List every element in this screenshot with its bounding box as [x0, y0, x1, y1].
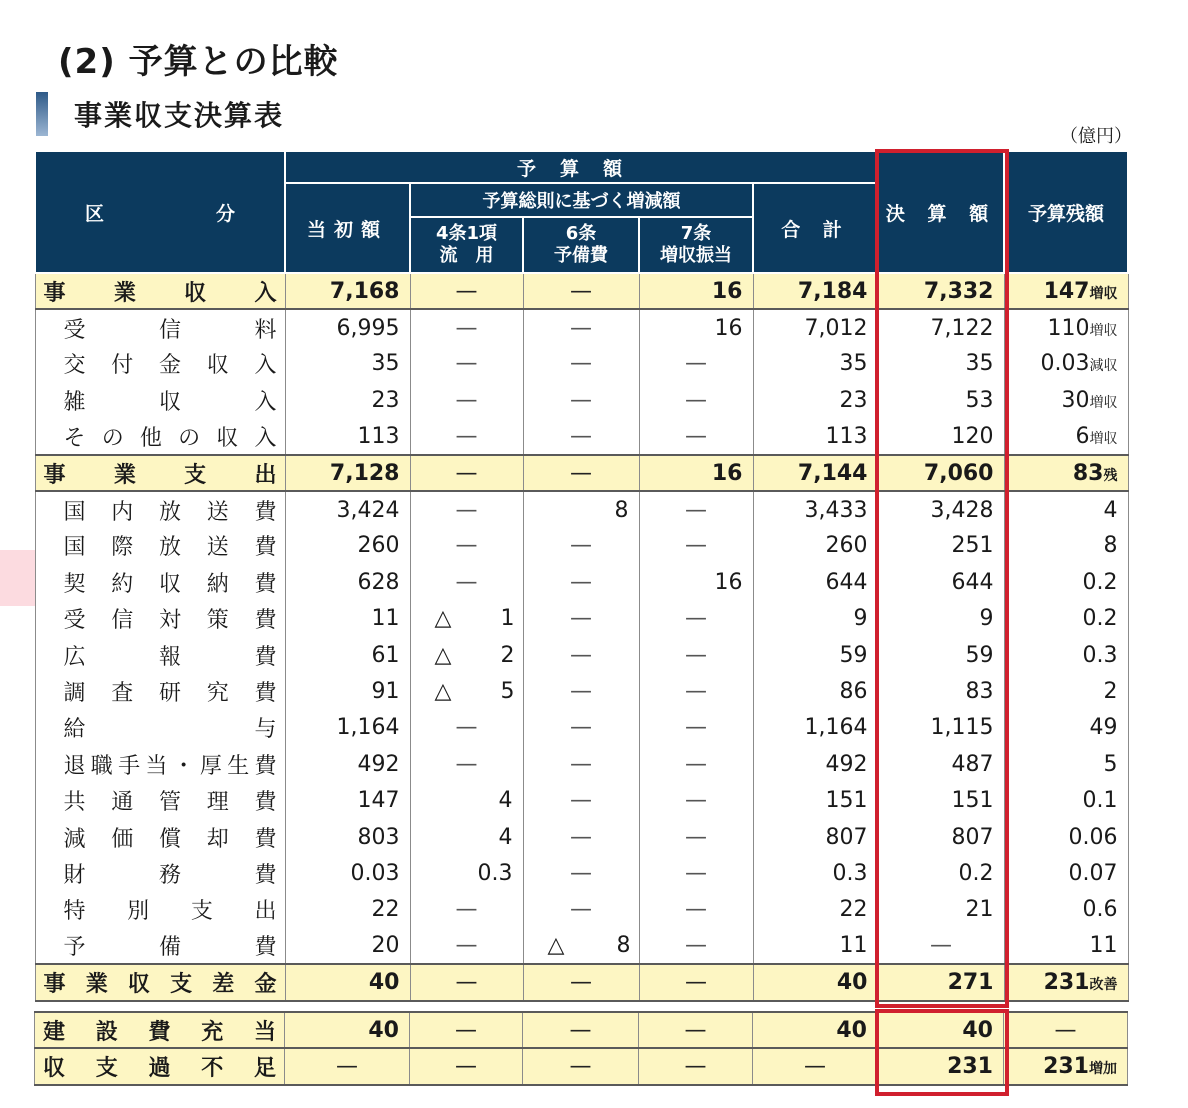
table-body	[35, 273, 1128, 1001]
article6-cell: —	[523, 601, 639, 637]
settlement-cell: 807	[878, 819, 1004, 855]
row-label: 雑収入	[35, 382, 285, 418]
subsection-bar	[36, 92, 48, 136]
row-label: 国際放送費	[35, 528, 285, 564]
settlement-cell: 7,122	[878, 309, 1004, 345]
article4-cell: —	[410, 892, 523, 928]
row-label: 国内放送費	[35, 491, 285, 527]
total-cell: 59	[753, 637, 878, 673]
article6-cell: —	[523, 855, 639, 891]
article4-cell: —	[410, 273, 523, 309]
remaining-cell: 0.6	[1004, 892, 1128, 928]
article4-cell: —	[410, 710, 523, 746]
settlement-cell: 21	[878, 892, 1004, 928]
settlement-cell: 251	[878, 528, 1004, 564]
settlement-cell: 35	[878, 346, 1004, 382]
article7-cell: 16	[639, 273, 753, 309]
remaining-cell: 231改善	[1004, 964, 1128, 1000]
total-cell: 7,144	[753, 455, 878, 491]
table-row	[35, 673, 1128, 709]
settlement-cell: 53	[878, 382, 1004, 418]
summary-table	[34, 1011, 1128, 1086]
initial-cell: 20	[285, 928, 410, 964]
remaining-cell: —	[1004, 1012, 1128, 1048]
article7-cell: —	[639, 382, 753, 418]
total-cell: 492	[753, 746, 878, 782]
total-cell: 644	[753, 564, 878, 600]
article6-cell: —	[523, 1012, 639, 1048]
header-total: 合 計	[753, 183, 878, 273]
initial-cell: 803	[285, 819, 410, 855]
remaining-cell: 0.07	[1004, 855, 1128, 891]
article4-cell: 4	[410, 819, 523, 855]
article7-cell: —	[639, 491, 753, 527]
table-row	[35, 346, 1128, 382]
section-title: (2) 予算との比較	[58, 42, 339, 82]
row-label: 広報費	[35, 637, 285, 673]
article4-cell: △ 1	[410, 601, 523, 637]
settlement-cell: 40	[878, 1012, 1004, 1048]
table-row	[35, 564, 1128, 600]
remaining-cell: 6増収	[1004, 419, 1128, 455]
triangle-negative-mark: △	[547, 933, 565, 959]
article6-cell: —	[523, 673, 639, 709]
article4-cell: —	[410, 746, 523, 782]
article4-cell: —	[410, 346, 523, 382]
remaining-cell: 0.1	[1004, 782, 1128, 818]
settlement-cell: 1,115	[878, 710, 1004, 746]
article7-cell: —	[639, 601, 753, 637]
remaining-cell: 0.2	[1004, 601, 1128, 637]
total-cell: 9	[753, 601, 878, 637]
initial-cell: —	[285, 1048, 410, 1084]
total-cell: 807	[753, 819, 878, 855]
total-cell: 7,012	[753, 309, 878, 345]
total-cell: 7,184	[753, 273, 878, 309]
row-label: 退職手当・厚生費	[35, 746, 285, 782]
initial-cell: 492	[285, 746, 410, 782]
settlement-cell: 7,060	[878, 455, 1004, 491]
remaining-cell: 0.03減収	[1004, 346, 1128, 382]
remaining-cell: 83残	[1004, 455, 1128, 491]
table-row	[35, 491, 1128, 527]
header-article6: 6条 予備費	[523, 217, 639, 273]
remaining-cell: 110増収	[1004, 309, 1128, 345]
remaining-cell: 231増加	[1004, 1048, 1128, 1084]
row-label: 収支過不足	[35, 1048, 285, 1084]
initial-cell: 1,164	[285, 710, 410, 746]
remaining-cell: 49	[1004, 710, 1128, 746]
settlement-cell: 59	[878, 637, 1004, 673]
table-row	[35, 819, 1128, 855]
row-label: その他の収入	[35, 419, 285, 455]
article6-cell: —	[523, 782, 639, 818]
article7-cell: 16	[639, 564, 753, 600]
initial-cell: 40	[285, 964, 410, 1000]
total-cell: 113	[753, 419, 878, 455]
article7-cell: 16	[639, 455, 753, 491]
article4-cell: △ 2	[410, 637, 523, 673]
article7-cell: —	[639, 637, 753, 673]
article6-cell: 8	[523, 491, 639, 527]
article4-cell: 0.3	[410, 855, 523, 891]
initial-cell: 7,128	[285, 455, 410, 491]
initial-cell: 11	[285, 601, 410, 637]
total-cell: 11	[753, 928, 878, 964]
article7-cell: —	[639, 528, 753, 564]
remaining-cell: 147増収	[1004, 273, 1128, 309]
initial-cell: 147	[285, 782, 410, 818]
article7-cell: —	[639, 855, 753, 891]
table-row	[35, 419, 1128, 455]
settlement-cell: 151	[878, 782, 1004, 818]
settlement-cell: 120	[878, 419, 1004, 455]
article4-cell: —	[410, 1048, 523, 1084]
header-article7: 7条 増収振当	[639, 217, 753, 273]
article6-cell: —	[523, 528, 639, 564]
table-row	[35, 528, 1128, 564]
summary-body	[35, 1012, 1128, 1085]
initial-cell: 7,168	[285, 273, 410, 309]
settlement-cell: —	[878, 928, 1004, 964]
table-row	[35, 782, 1128, 818]
remaining-suffix: 増収	[1089, 285, 1118, 302]
remaining-suffix: 減収	[1089, 358, 1118, 375]
article4-cell: —	[410, 419, 523, 455]
article6-cell: —	[523, 819, 639, 855]
article7-cell: —	[639, 819, 753, 855]
article6-cell: —	[523, 892, 639, 928]
article6-cell: △ 8	[523, 928, 639, 964]
initial-cell: 61	[285, 637, 410, 673]
article4-cell: —	[410, 455, 523, 491]
row-label: 受信料	[35, 309, 285, 345]
table-row	[35, 964, 1128, 1000]
table-row	[35, 273, 1128, 309]
row-label: 給与	[35, 710, 285, 746]
remaining-cell: 5	[1004, 746, 1128, 782]
header-settlement: 決 算 額	[878, 151, 1004, 273]
initial-cell: 0.03	[285, 855, 410, 891]
article4-cell: —	[410, 528, 523, 564]
article4-cell: —	[410, 964, 523, 1000]
table-header	[35, 151, 1128, 273]
total-cell: 40	[753, 1012, 878, 1048]
subsection-title: 事業収支決算表	[74, 99, 285, 132]
settlement-cell: 3,428	[878, 491, 1004, 527]
remaining-suffix: 増収	[1089, 394, 1118, 411]
row-label: 減価償却費	[35, 819, 285, 855]
article6-cell: —	[523, 746, 639, 782]
article7-cell: —	[639, 964, 753, 1000]
initial-cell: 260	[285, 528, 410, 564]
header-remaining: 予算残額	[1004, 151, 1128, 273]
table-row	[35, 637, 1128, 673]
triangle-negative-mark: △	[434, 606, 452, 632]
article6-cell: —	[523, 273, 639, 309]
article6-cell: —	[523, 309, 639, 345]
article7-cell: —	[639, 1012, 753, 1048]
article4-cell: —	[410, 309, 523, 345]
total-cell: 260	[753, 528, 878, 564]
table-row	[35, 382, 1128, 418]
budget-table	[34, 150, 1129, 1002]
header-initial: 当初額	[285, 183, 410, 273]
total-cell: 86	[753, 673, 878, 709]
total-cell: 0.3	[753, 855, 878, 891]
remaining-cell: 0.06	[1004, 819, 1128, 855]
article4-cell: —	[410, 928, 523, 964]
table-row	[35, 892, 1128, 928]
table-row	[35, 601, 1128, 637]
row-label: 予備費	[35, 928, 285, 964]
row-label: 契約収納費	[35, 564, 285, 600]
row-label: 調査研究費	[35, 673, 285, 709]
initial-cell: 22	[285, 892, 410, 928]
remaining-suffix: 増収	[1089, 322, 1118, 339]
table-row	[35, 1012, 1128, 1048]
total-cell: 1,164	[753, 710, 878, 746]
remaining-suffix: 増収	[1089, 430, 1118, 447]
remaining-suffix: 残	[1103, 467, 1118, 484]
remaining-cell: 0.2	[1004, 564, 1128, 600]
table-row	[35, 746, 1128, 782]
initial-cell: 35	[285, 346, 410, 382]
article7-cell: —	[639, 782, 753, 818]
table-row	[35, 855, 1128, 891]
article7-cell: —	[639, 928, 753, 964]
article4-cell: —	[410, 564, 523, 600]
row-label: 事業収入	[35, 273, 285, 309]
remaining-cell: 11	[1004, 928, 1128, 964]
article6-cell: —	[523, 710, 639, 746]
remaining-suffix: 増加	[1089, 1061, 1117, 1078]
article4-cell: 4	[410, 782, 523, 818]
article6-cell: —	[523, 455, 639, 491]
initial-cell: 113	[285, 419, 410, 455]
row-label: 共通管理費	[35, 782, 285, 818]
row-label: 特別支出	[35, 892, 285, 928]
article7-cell: —	[639, 746, 753, 782]
initial-cell: 23	[285, 382, 410, 418]
initial-cell: 40	[285, 1012, 410, 1048]
total-cell: 40	[753, 964, 878, 1000]
table-row	[35, 309, 1128, 345]
row-label: 受信対策費	[35, 601, 285, 637]
initial-cell: 91	[285, 673, 410, 709]
initial-cell: 3,424	[285, 491, 410, 527]
settlement-cell: 487	[878, 746, 1004, 782]
unit-label: （億円）	[1060, 126, 1132, 147]
table-row	[35, 1048, 1128, 1084]
article7-cell: —	[639, 1048, 753, 1084]
triangle-negative-mark: △	[434, 642, 452, 668]
row-label: 交付金収入	[35, 346, 285, 382]
article7-cell: —	[639, 346, 753, 382]
header-article4: 4条1項 流 用	[410, 217, 523, 273]
initial-cell: 628	[285, 564, 410, 600]
triangle-negative-mark: △	[434, 678, 452, 704]
article7-cell: 16	[639, 309, 753, 345]
table-row	[35, 710, 1128, 746]
article4-cell: △ 5	[410, 673, 523, 709]
article6-cell: —	[523, 382, 639, 418]
article7-cell: —	[639, 710, 753, 746]
total-cell: —	[753, 1048, 878, 1084]
total-cell: 3,433	[753, 491, 878, 527]
article7-cell: —	[639, 673, 753, 709]
article6-cell: —	[523, 419, 639, 455]
article4-cell: —	[410, 491, 523, 527]
total-cell: 35	[753, 346, 878, 382]
remaining-cell: 4	[1004, 491, 1128, 527]
row-label: 事業収支差金	[35, 964, 285, 1000]
table-row	[35, 455, 1128, 491]
remaining-cell: 8	[1004, 528, 1128, 564]
total-cell: 23	[753, 382, 878, 418]
remaining-suffix: 改善	[1089, 977, 1118, 994]
header-budget: 予算額	[285, 151, 878, 183]
remaining-cell: 30増収	[1004, 382, 1128, 418]
settlement-cell: 83	[878, 673, 1004, 709]
total-cell: 151	[753, 782, 878, 818]
article6-cell: —	[523, 564, 639, 600]
article4-cell: —	[410, 382, 523, 418]
article6-cell: —	[523, 346, 639, 382]
row-label: 財務費	[35, 855, 285, 891]
header-rule-adjust: 予算総則に基づく増減額	[410, 183, 753, 217]
remaining-cell: 0.3	[1004, 637, 1128, 673]
row-label: 建設費充当	[35, 1012, 285, 1048]
total-cell: 22	[753, 892, 878, 928]
settlement-cell: 644	[878, 564, 1004, 600]
settlement-cell: 231	[878, 1048, 1004, 1084]
article6-cell: —	[523, 964, 639, 1000]
article6-cell: —	[523, 1048, 639, 1084]
row-label: 事業支出	[35, 455, 285, 491]
article4-cell: —	[410, 1012, 523, 1048]
header-kubun: 区 分	[35, 151, 285, 273]
article7-cell: —	[639, 892, 753, 928]
settlement-cell: 7,332	[878, 273, 1004, 309]
remaining-cell: 2	[1004, 673, 1128, 709]
initial-cell: 6,995	[285, 309, 410, 345]
settlement-cell: 0.2	[878, 855, 1004, 891]
table-row	[35, 928, 1128, 964]
settlement-cell: 271	[878, 964, 1004, 1000]
settlement-cell: 9	[878, 601, 1004, 637]
article6-cell: —	[523, 637, 639, 673]
article7-cell: —	[639, 419, 753, 455]
